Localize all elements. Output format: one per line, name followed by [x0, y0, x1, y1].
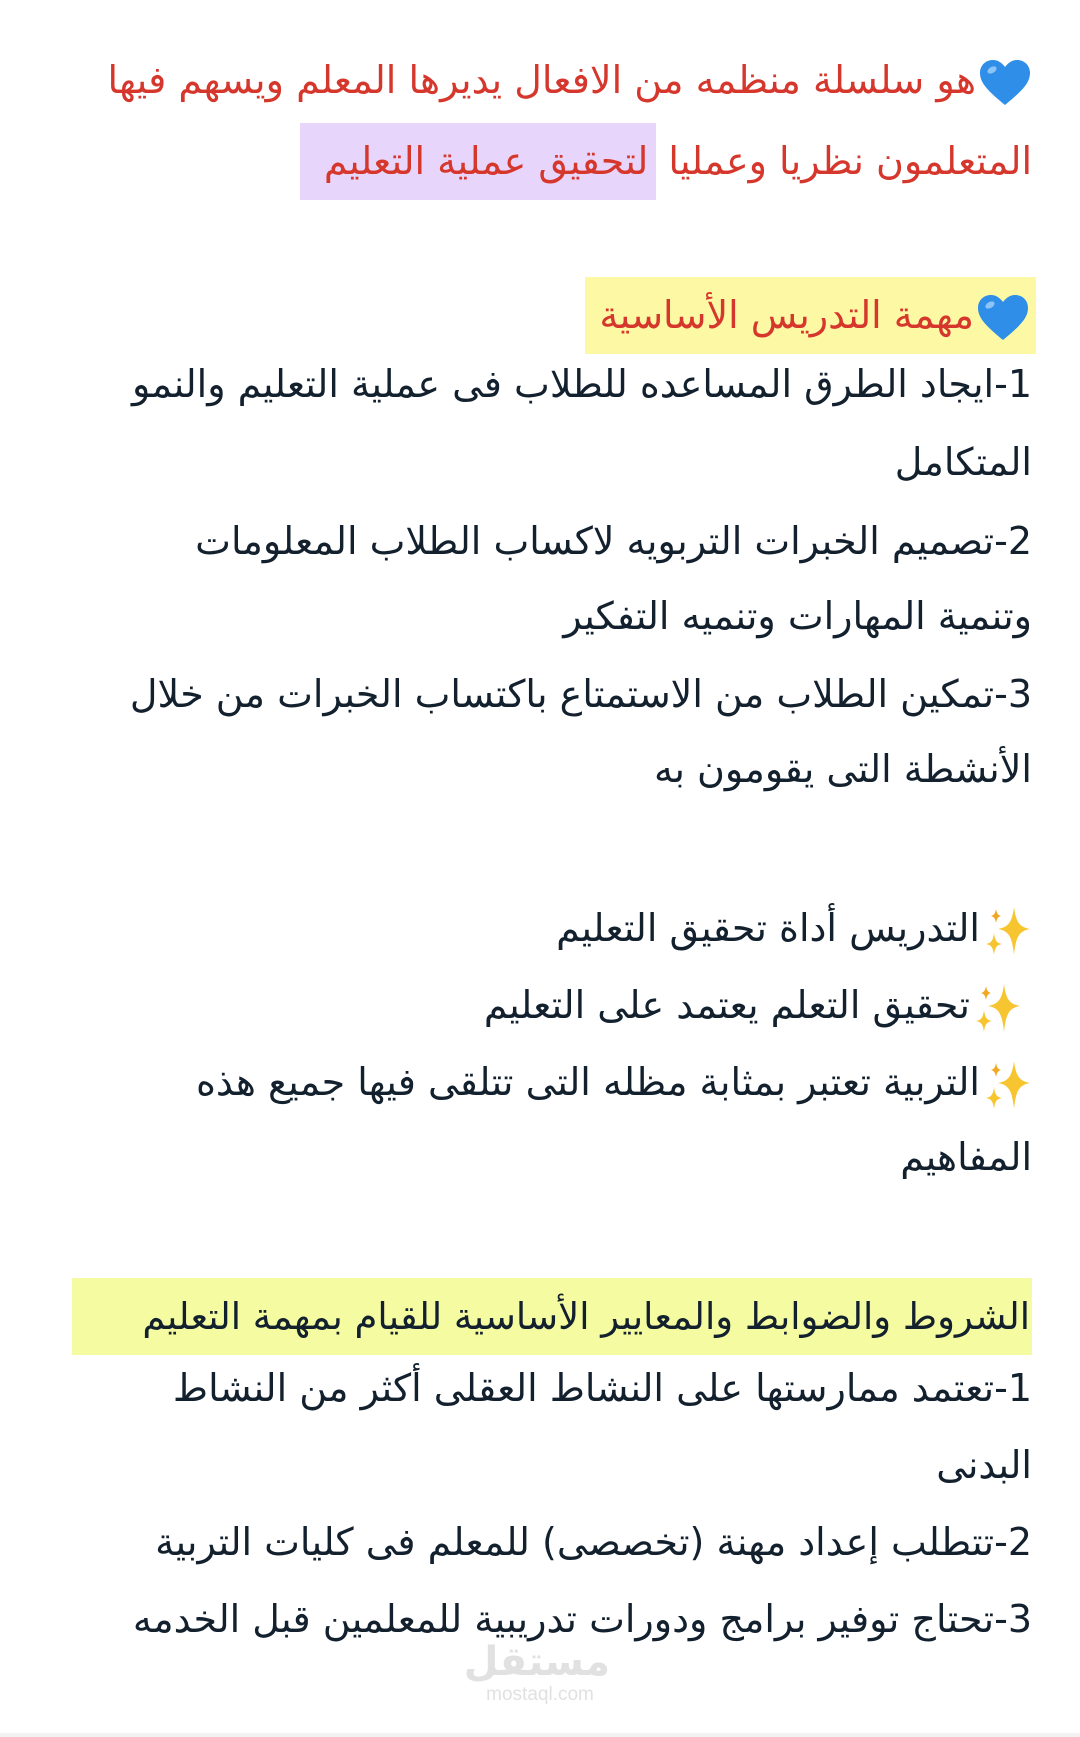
watermark-latin: mostaql.com	[486, 1684, 594, 1705]
sparkle-item-3	[196, 1044, 1032, 1121]
watermark-arabic: مستقل	[463, 1639, 610, 1685]
bottom-bar	[0, 1733, 1080, 1737]
sparkle-item-3-cont: المفاهيم	[900, 1135, 1032, 1179]
section-heading-conditions: الشروط والضوابط والمعايير الأساسية للقيام بمهمة التعليم	[72, 1278, 1032, 1355]
sparkles-icon	[982, 905, 1032, 957]
intro-text-2: المتعلمون نظريا وعمليا	[656, 139, 1032, 183]
sparkle-text-3: التربية تعتبر بمثابة مظله التى تتلقى فيها جميع هذه	[195, 1060, 980, 1104]
list-item-2: 2-تصميم الخبرات التربويه لاكساب الطلاب المعلومات	[195, 519, 1032, 563]
section-heading-teaching-task	[585, 277, 1036, 354]
list-item-3: 3-تمكين الطلاب من الاستمتاع باكتساب الخبرات من خلال	[129, 672, 1032, 716]
sparkles-icon	[972, 982, 1022, 1034]
highlighted-phrase: لتحقيق عملية التعليم	[300, 123, 656, 200]
list-item-3-cont: الأنشطة التى يقومون به	[653, 747, 1032, 791]
sparkle-text-2: تحقيق التعلم يعتمد على التعليم	[483, 983, 970, 1027]
list-item-2-cont: وتنمية المهارات وتنميه التفكير	[563, 594, 1032, 638]
list-item-1-cont: المتكامل	[894, 440, 1032, 484]
sparkle-item-2	[484, 967, 1022, 1044]
sparkles-icon	[982, 1059, 1032, 1111]
blue-heart-icon	[976, 294, 1030, 342]
sparkle-item-1	[556, 890, 1032, 967]
condition-item-2: 2-تتطلب إعداد مهنة (تخصصى) للمعلم فى كليات التربية	[155, 1520, 1032, 1564]
condition-item-1: 1-تعتمد ممارستها على النشاط العقلى أكثر من النشاط	[172, 1366, 1032, 1410]
sparkle-text-1: التدريس أداة تحقيق التعليم	[556, 906, 980, 950]
condition-item-3: 3-تحتاج توفير برامج ودورات تدريبية للمعلمين قبل الخدمه	[132, 1597, 1032, 1641]
blue-heart-icon	[978, 59, 1032, 107]
intro-line-1	[108, 42, 1032, 119]
intro-text-1: هو سلسلة منظمه من الافعال يديرها المعلم ويسهم فيها	[107, 58, 976, 102]
list-item-1: 1-ايجاد الطرق المساعده للطلاب فى عملية التعليم والنمو	[132, 362, 1032, 406]
mostaql-watermark	[463, 1639, 610, 1706]
intro-line-2	[300, 123, 1032, 200]
condition-item-1-cont: البدنى	[936, 1443, 1032, 1487]
section-heading-text: مهمة التدريس الأساسية	[599, 293, 974, 337]
